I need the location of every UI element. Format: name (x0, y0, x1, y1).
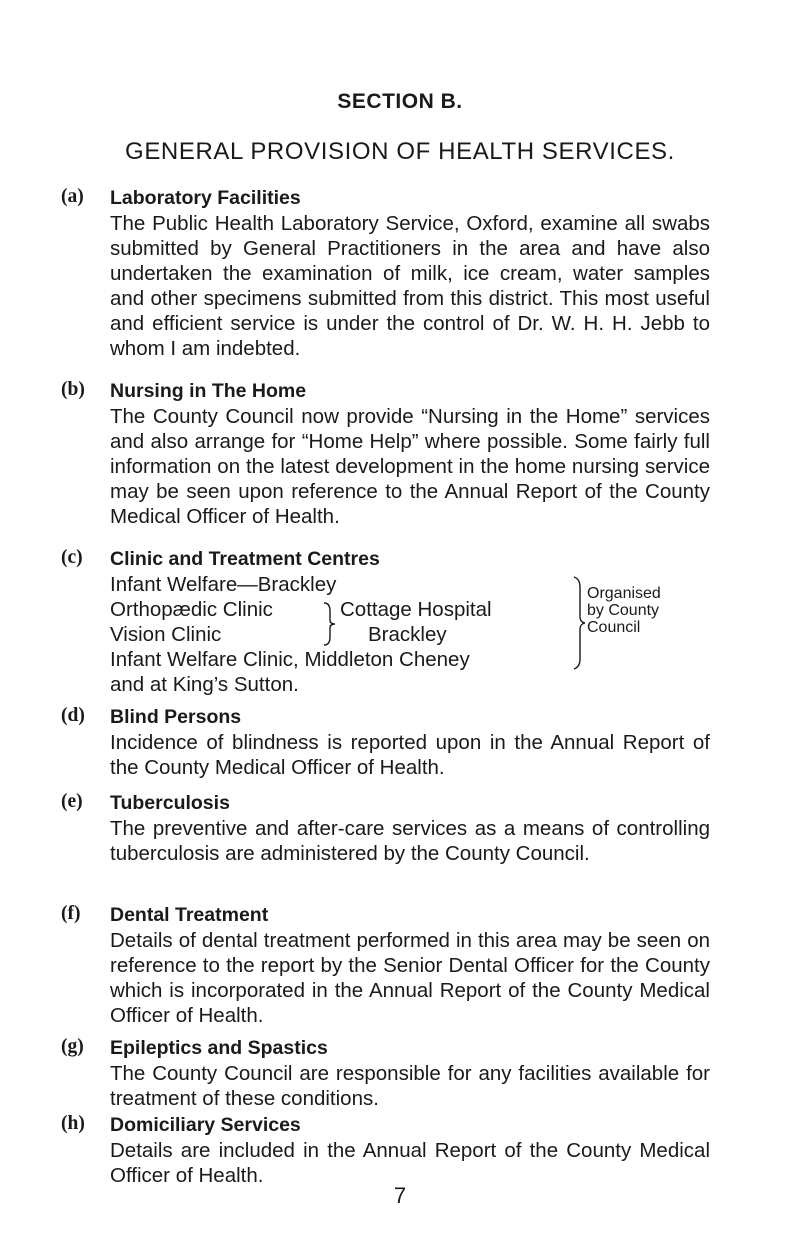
clinic-line-vision: Vision Clinic (110, 623, 222, 646)
clinic-line-kings-sutton: and at King’s Sutton. (110, 673, 299, 696)
item-heading: Nursing in The Home (110, 380, 307, 402)
section-item-clinics (61, 547, 701, 697)
clinic-line-middleton-cheney: Infant Welfare Clinic, Middleton Cheney (110, 648, 470, 671)
item-paragraph: The Public Health Laboratory Service, Oxford, examine all swabs submitted by General Practitioners in the area and have also undertaken the examination of milk, ice cream, water samples and other specimens submitted from this district. This most useful and efficient service is under the control of Dr. W. H. H. Jebb to whom I am indebted. (110, 212, 710, 360)
section-title: SECTION B. (337, 90, 463, 113)
council-label: Council (587, 619, 641, 636)
item-heading: Blind Persons (110, 706, 242, 728)
item-paragraph: The County Council now provide “Nursing in the Home” services and also arrange for “Home Help” where possible. Some fairly full information on the latest development in the home nursing service may be seen upon reference to the Annual Report of the County Medical Officer of Health. (110, 405, 710, 528)
item-paragraph: Details of dental treatment performed in this area may be seen on reference to the report by the Senior Dental Officer for the County which is incorporated in the Annual Report of the County Medical Officer of Health. (110, 929, 710, 1027)
item-letter: (d) (61, 705, 85, 726)
clinic-line-orthopaedic: Orthopædic Clinic (110, 598, 273, 621)
item-paragraph: The preventive and after-care services as a means of controlling tuberculosis are administered by the County Council. (110, 817, 710, 865)
item-paragraph: The County Council are responsible for any facilities available for treatment of these conditions. (110, 1062, 710, 1110)
item-heading: Laboratory Facilities (110, 187, 301, 209)
item-heading: Dental Treatment (110, 904, 269, 926)
item-paragraph: Incidence of blindness is reported upon in the Annual Report of the County Medical Officer of Health. (110, 731, 710, 779)
item-heading: Epileptics and Spastics (110, 1037, 328, 1059)
item-letter: (a) (61, 186, 84, 207)
item-letter: (f) (61, 903, 81, 924)
organised-label: Organised (587, 585, 661, 602)
clinic-line-brackley: Brackley (368, 623, 447, 646)
clinic-line-infant-welfare-brackley: Infant Welfare—Brackley (110, 573, 337, 596)
page-title: GENERAL PROVISION OF HEALTH SERVICES. (125, 138, 675, 165)
item-paragraph: Details are included in the Annual Report of the County Medical Officer of Health. (110, 1139, 710, 1187)
item-letter: (e) (61, 791, 83, 812)
item-heading: Tuberculosis (110, 792, 230, 814)
item-letter: (g) (61, 1036, 84, 1057)
by-county-label: by County (587, 602, 660, 619)
cottage-hospital-brace (322, 601, 336, 647)
item-heading: Clinic and Treatment Centres (110, 548, 380, 570)
item-letter: (b) (61, 379, 85, 400)
item-heading: Domiciliary Services (110, 1114, 301, 1136)
page-number: 7 (393, 1183, 407, 1208)
item-letter: (c) (61, 547, 83, 568)
clinic-line-cottage-hospital: Cottage Hospital (340, 598, 492, 621)
organised-brace (572, 575, 586, 671)
item-letter: (h) (61, 1113, 85, 1134)
